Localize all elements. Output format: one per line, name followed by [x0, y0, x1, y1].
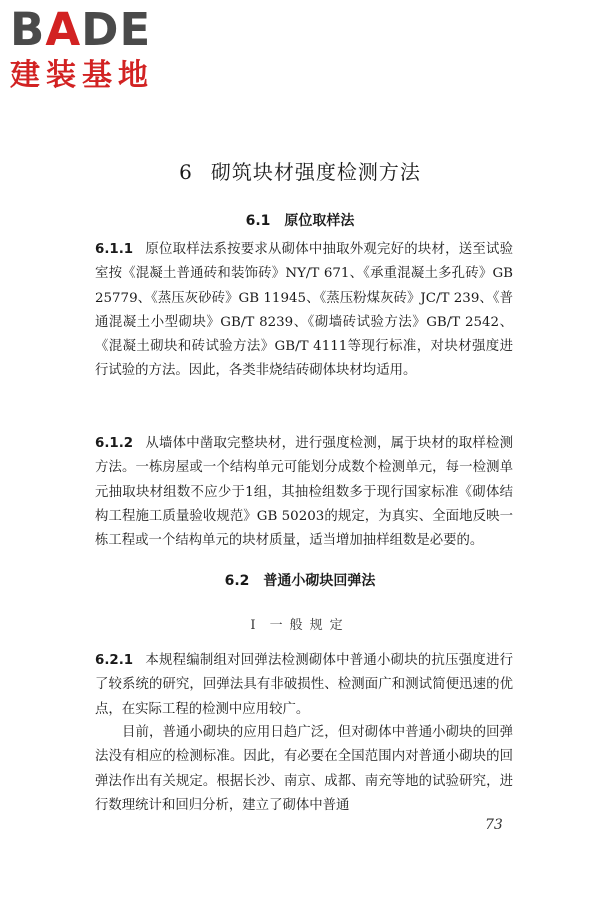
page-number: 73: [485, 817, 503, 833]
paragraph-6-1-1: [95, 238, 513, 384]
subsection-title: 一般规定: [269, 618, 350, 633]
paragraph-text: 从墙体中凿取完整块材，进行强度检测，属于块材的取样检测方法。一栋房屋或一个结构单元可能划分成数个检测单元，每一检测单元抽取块材组数不应少于1组，其抽检组数多于现行国家标准《砌体结构工程施工质量验收规范》GB 50203的规定，为真实、全面地反映一栋工程或一个结构单元的块材质量，适当增加抽样组数是必要的。: [95, 436, 513, 549]
section-title: 普通小砌块回弹法: [263, 573, 376, 589]
paragraph-6-2-1: [95, 649, 513, 722]
subsection-number: Ⅰ: [250, 618, 256, 633]
logo-subtitle: 建装基地: [10, 58, 154, 93]
paragraph-text: 本规程编制组对回弹法检测砌体中普通小砌块的抗压强度进行了较系统的研究，回弹法具有非破损性、检测面广和测试简便迅速的优点，在实际工程的检测中应用较广。: [95, 653, 513, 717]
clause-number: 6.2.1: [95, 653, 134, 668]
logo-wordmark: BADE: [10, 3, 152, 56]
paragraph-6-2-1-continued: 目前，普通小砌块的应用日趋广泛，但对砌体中普通小砌块的回弹法没有相应的检测标准。因此，有必要在全国范围内对普通小砌块的回弹法作出有关规定。根据长沙、南京、成都、南充等地的试验研究，进行数理统计和回归分析，建立了砌体中普通: [95, 725, 513, 813]
bade-logo: [10, 4, 190, 94]
section-heading-6-1: [0, 210, 600, 230]
section-heading-6-2: [0, 570, 600, 590]
chapter-title: [0, 156, 600, 185]
clause-number: 6.1.2: [95, 436, 134, 451]
clause-number: 6.1.1: [95, 242, 134, 257]
subsection-heading: [0, 614, 600, 633]
section-title: 原位取样法: [284, 213, 355, 229]
chapter-number: 6: [179, 160, 193, 184]
section-number: 6.1: [245, 213, 271, 229]
paragraph-6-1-2: [95, 432, 513, 553]
chapter-title-text: 砌筑块材强度检测方法: [210, 160, 421, 184]
section-number: 6.2: [224, 573, 250, 589]
paragraph-text: 原位取样法系按要求从砌体中抽取外观完好的块材，送至试验室按《混凝土普通砖和装饰砖》NY/T 671、《承重混凝土多孔砖》GB 25779、《蒸压灰砂砖》GB 11945、《蒸压粉煤灰砖》JC/T 239、《普通混凝土小型砌块》GB/T 8239、《砌墙砖试验方法》GB/T 2542、《混凝土砌块和砖试验方法》GB/T 4111等现行标准，对块材强度进行试验的方法。因此，各类非烧结砖砌体块材均适用。: [95, 242, 513, 379]
